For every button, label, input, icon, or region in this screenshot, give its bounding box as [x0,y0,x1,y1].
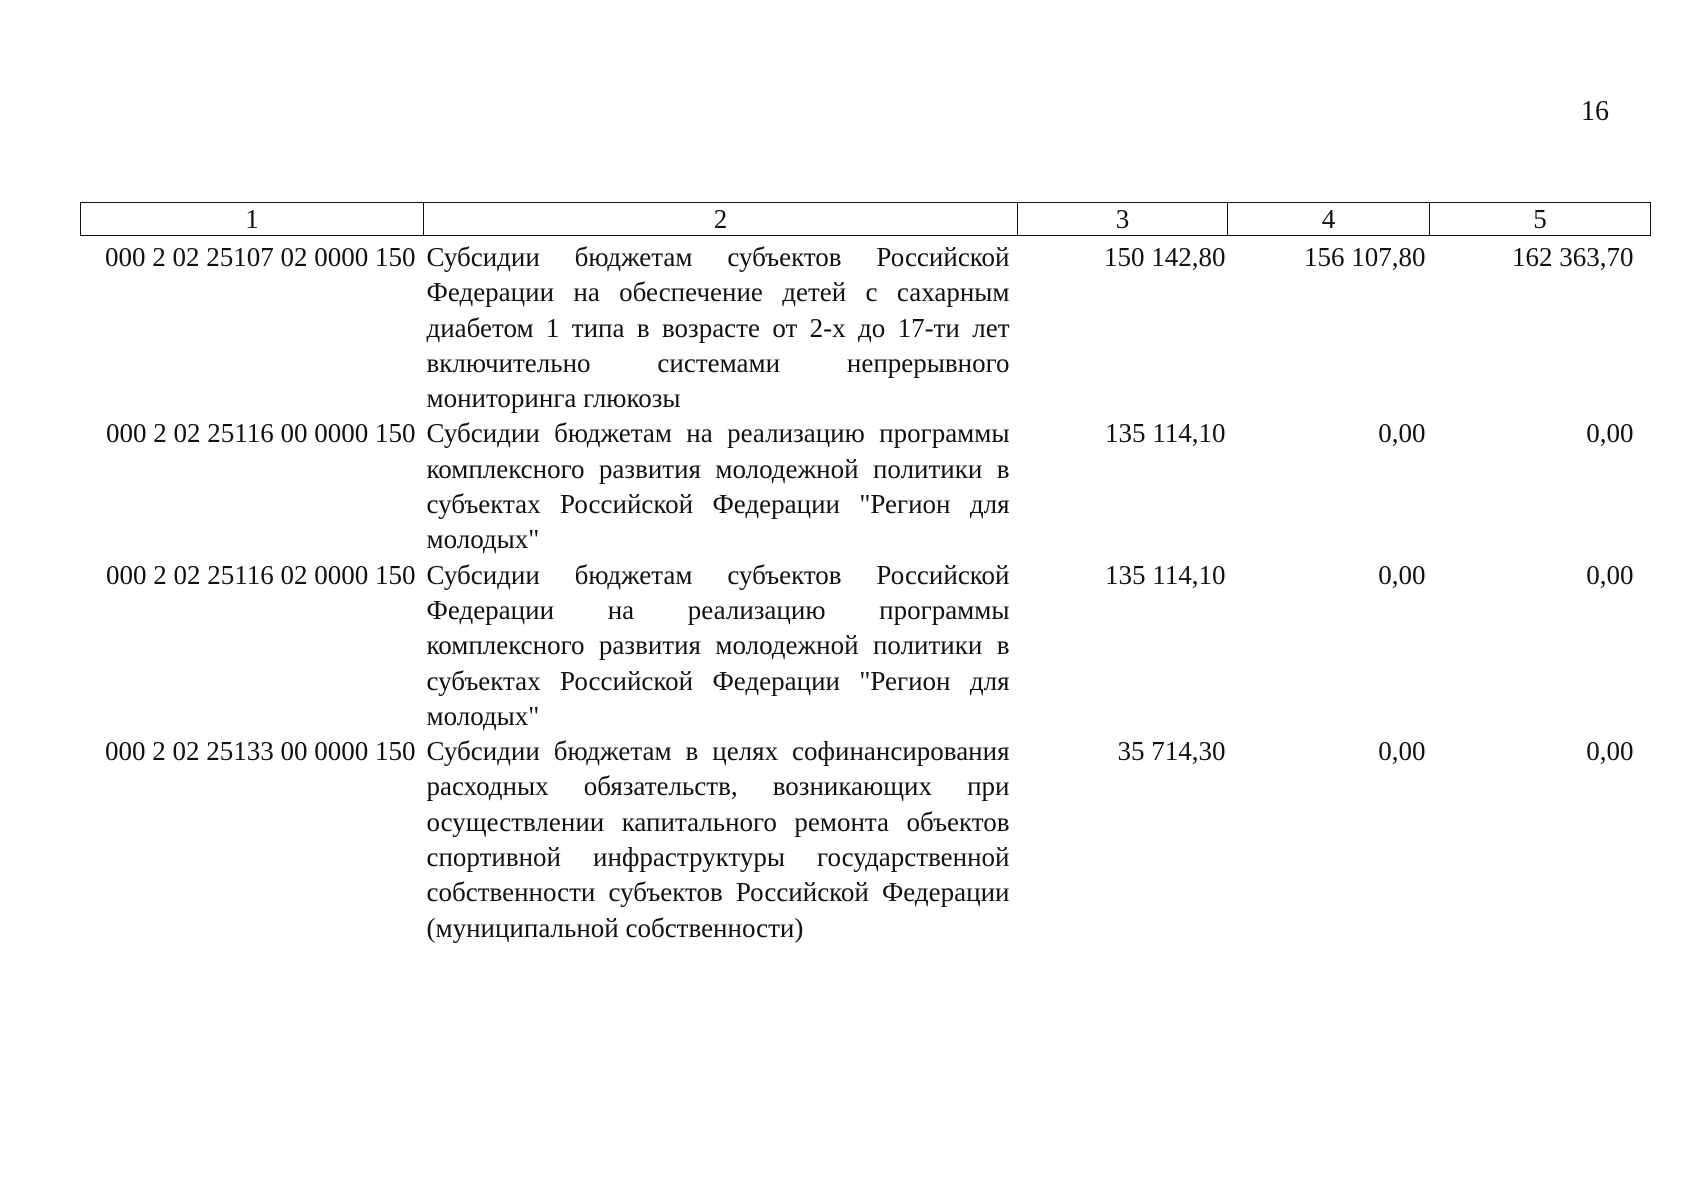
row-value-col-5: 0,00 [1586,418,1634,449]
row-value-col-3: 35 714,30 [1117,736,1226,767]
row-value-col-4: 0,00 [1378,736,1426,767]
table-row [81,558,1651,734]
row-code: 000 2 02 25133 00 0000 150 [105,736,416,767]
header-col-4: 4 [1228,203,1430,236]
budget-table-container [80,202,1650,946]
table-row [81,416,1651,557]
row-value-col-4: 156 107,80 [1304,242,1426,272]
row-value-col-4: 0,00 [1378,559,1426,590]
row-name: Субсидии бюджетам на реализацию программы комплексного развития молодежной политики в субъектах Российской Федерации "Регион для молодых" [426,418,1010,555]
row-code: 000 2 02 25116 02 0000 150 [106,559,416,590]
budget-table [80,202,1651,946]
row-value-col-4: 0,00 [1378,418,1426,449]
table-body [81,236,1651,946]
header-col-3: 3 [1018,203,1228,236]
row-value-col-5: 0,00 [1586,736,1634,767]
header-col-2: 2 [424,203,1018,236]
row-name: Субсидии бюджетам в целях софинансирования расходных обязательств, возникающих при осуществлении капитального ремонта объектов спортивной инфраструктуры государственной собственности субъектов Российской Федерации (муниципальной собственности) [426,736,1010,943]
row-value-col-5: 0,00 [1586,559,1634,590]
header-col-1: 1 [81,203,424,236]
table-header [81,203,1651,236]
header-col-5: 5 [1430,203,1651,236]
row-value-col-5: 162 363,70 [1512,242,1634,272]
row-name: Субсидии бюджетам субъектов Российской Федерации на обеспечение детей с сахарным диабетом 1 типа в возрасте от 2-х до 17-ти лет включительно системами непрерывного мониторинга глюкозы [426,242,1010,414]
header-row [81,203,1651,236]
table-row [81,236,1651,417]
row-code: 000 2 02 25116 00 0000 150 [106,418,416,449]
row-value-col-3: 135 114,10 [1105,559,1226,590]
row-name: Субсидии бюджетам субъектов Российской Федерации на реализацию программы комплексного развития молодежной политики в субъектах Российской Федерации "Регион для молодых" [426,559,1010,731]
row-value-col-3: 135 114,10 [1105,418,1226,449]
table-row [81,734,1651,946]
row-value-col-3: 150 142,80 [1104,242,1226,272]
row-code: 000 2 02 25107 02 0000 150 [105,242,416,272]
page-number: 16 [1581,96,1609,127]
